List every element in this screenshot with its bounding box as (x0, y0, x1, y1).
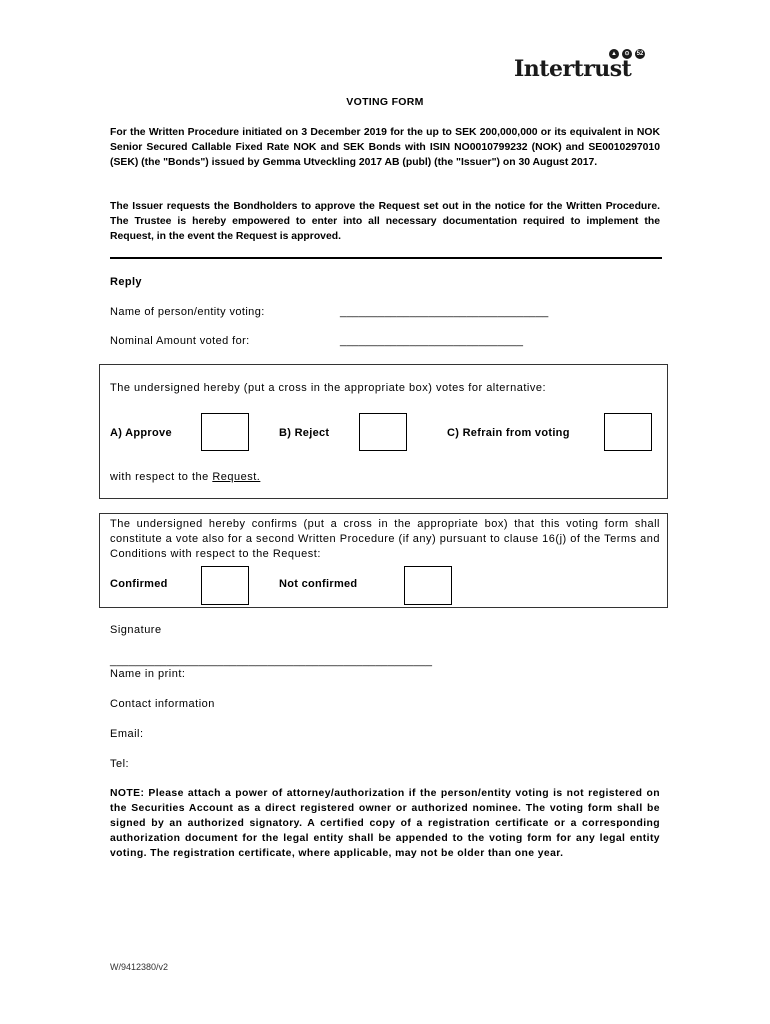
name-input-line[interactable]: _________________________________ (340, 306, 549, 318)
intro-paragraph: For the Written Procedure initiated on 3 December 2019 for the up to SEK 200,000,000 or its equivalent in NOK Senior Secured Callable Fixed Rate NOK and SEK Bonds with ISIN NO0010799232 (NOK) and SE0010297010 (SEK) (the "Bonds") issued by Gemma Utveckling 2017 AB (publ) (the "Issuer") on 30 August 2017. (110, 127, 660, 168)
vote-instruction: The undersigned hereby (put a cross in the appropriate box) votes for alternative: (110, 382, 547, 394)
page-title: VOTING FORM (346, 96, 424, 108)
refrain-label: C) Refrain from voting (447, 427, 570, 439)
amount-label: Nominal Amount voted for: (110, 335, 250, 347)
tel-label: Tel: (110, 758, 130, 770)
confirm-text: The undersigned hereby confirms (put a cross in the appropriate box) that this voting form shall constitute a vote also for a second Written Procedure (if any) pursuant to clause 16(j) of the Terms and Conditions with respect to the Request: (110, 518, 660, 560)
logo-wordmark: Intertrust (514, 56, 632, 82)
respect-prefix: with respect to the (110, 471, 213, 483)
document-reference: W/9412380/v2 (110, 962, 169, 972)
respect-text (110, 470, 260, 485)
signature-label: Signature (110, 624, 162, 636)
name-label: Name of person/entity voting: (110, 306, 265, 318)
amount-input-line[interactable]: _____________________________ (340, 335, 524, 347)
reply-heading: Reply (110, 276, 142, 288)
approve-checkbox[interactable] (201, 413, 249, 451)
confirmed-label: Confirmed (110, 578, 168, 590)
not-confirmed-label: Not confirmed (279, 578, 358, 590)
reject-label: B) Reject (279, 427, 330, 439)
name-in-print-label: Name in print: (110, 668, 186, 680)
refrain-checkbox[interactable] (604, 413, 652, 451)
request-link[interactable]: Request. (212, 471, 261, 483)
confirmed-checkbox[interactable] (201, 566, 249, 605)
logo-badge-icon: ⊙ (622, 49, 632, 59)
approve-label: A) Approve (110, 427, 172, 439)
not-confirmed-checkbox[interactable] (404, 566, 452, 605)
reject-checkbox[interactable] (359, 413, 407, 451)
signature-line[interactable]: ___________________________________________________ (110, 655, 433, 667)
intertrust-logo (514, 46, 649, 86)
contact-info-label: Contact information (110, 698, 215, 710)
logo-badge-icon: 52 (636, 51, 644, 57)
note-paragraph: NOTE: Please attach a power of attorney/authorization if the person/entity voting is not registered on the Securities Account as a direct registered owner or authorized nominee. The voting form shall be signed by an authorized signatory. A certified copy of a registration certificate or a corresponding authorization document for the legal entity shall be appended to the voting form for any legal entity voting. The registration certificate, where applicable, may not be older than one year. (110, 788, 660, 859)
email-label: Email: (110, 728, 144, 740)
section-divider (110, 257, 662, 259)
request-paragraph: The Issuer requests the Bondholders to approve the Request set out in the notice for the Written Procedure. The Trustee is hereby empowered to enter into all necessary documentation required to implement the Request, in the event the Request is approved. (110, 201, 660, 242)
logo-badge-icon: ▲ (609, 49, 619, 59)
